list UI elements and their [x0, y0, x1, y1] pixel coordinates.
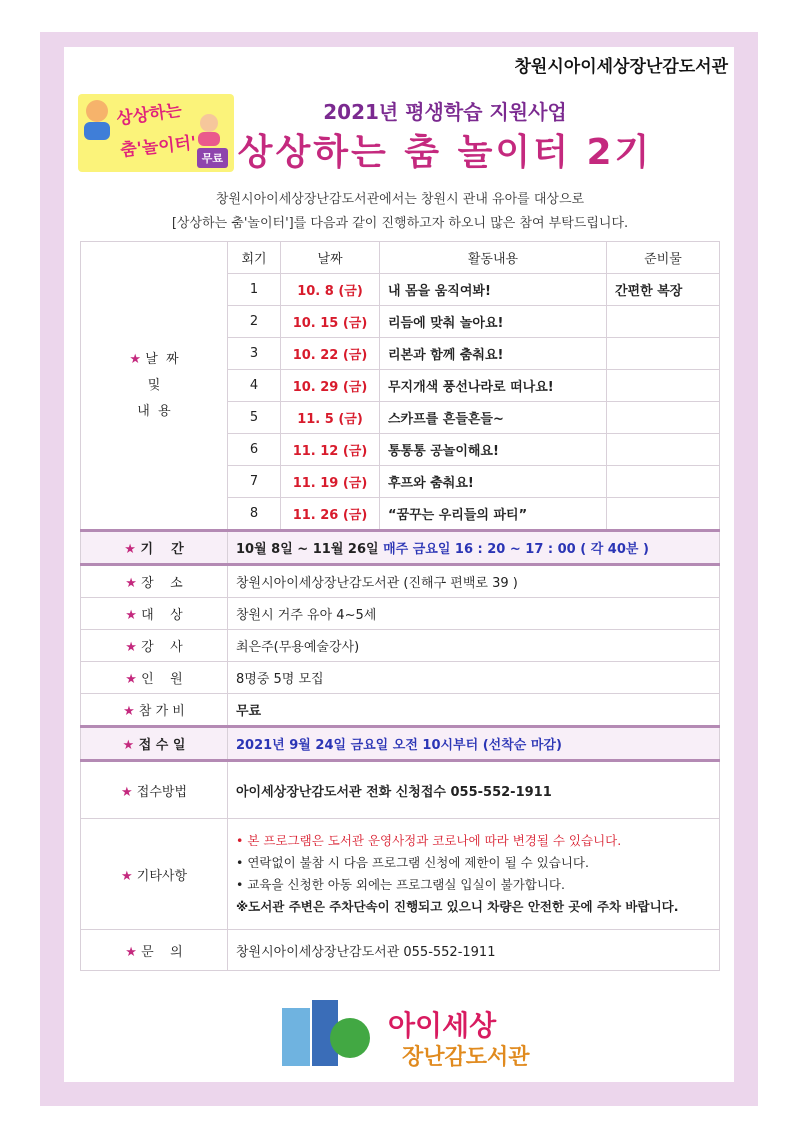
session-prep	[607, 370, 720, 402]
fee-value: 무료	[228, 694, 720, 727]
contact-label-cell	[81, 930, 228, 971]
program-subtitle: 2021년 평생학습 지원사업	[323, 100, 567, 124]
logo-text-line1: 아이세상	[388, 1009, 497, 1042]
place-label-cell	[81, 565, 228, 598]
session-activity: 리본과 함께 춤춰요!	[380, 338, 607, 370]
star-icon: ★	[124, 542, 136, 557]
header-activity: 활동내용	[380, 242, 607, 274]
session-activity: 통통통 공놀이해요!	[380, 434, 607, 466]
instructor-label-cell	[81, 630, 228, 662]
period-value	[228, 531, 720, 565]
notes-label: 기타사항	[136, 868, 188, 884]
session-date: 11. 19 (금)	[281, 466, 380, 498]
session-no: 5	[228, 402, 281, 434]
header-date: 날짜	[281, 242, 380, 274]
schedule-label-line2: 및	[147, 377, 161, 393]
intro-line: [상상하는 춤'놀이터']를 다음과 같이 진행하고자 하오니 많은 참여 부탁드립니다.	[171, 216, 629, 231]
schedule-header-row	[81, 242, 720, 274]
star-icon: ★	[125, 944, 137, 960]
notes-row	[81, 819, 720, 930]
note-item: ※도서관 주변은 주차단속이 진행되고 있으니 차량은 안전한 곳에 주차 바랍니다.	[236, 899, 679, 914]
session-no: 6	[228, 434, 281, 466]
session-prep	[607, 338, 720, 370]
note-item: • 교육을 신청한 아동 외에는 프로그램실 입실이 불가합니다.	[236, 877, 565, 892]
target-row	[81, 598, 720, 630]
registration-value: 2021년 9월 24일 금요일 오전 10시부터 (선착순 마감)	[228, 727, 720, 761]
method-row	[81, 761, 720, 819]
session-activity: 후프와 춤춰요!	[380, 466, 607, 498]
session-activity: 무지개색 풍선나라로 떠나요!	[380, 370, 607, 402]
badge-line1: 상상하는	[115, 100, 184, 130]
session-prep	[607, 466, 720, 498]
place-label: 장 소	[141, 576, 183, 591]
star-icon: ★	[125, 576, 137, 591]
notes-value	[228, 819, 720, 930]
intro-text	[80, 188, 720, 236]
period-date: 10월 8일 ~ 11월 26일	[236, 542, 379, 557]
place-value: 창원시아이세상장난감도서관 (진해구 편백로 39 )	[228, 565, 720, 598]
method-label-cell	[81, 761, 228, 819]
library-logo	[282, 1000, 562, 1072]
building-icon	[282, 1008, 310, 1066]
star-icon: ★	[125, 672, 137, 687]
method-label: 접수방법	[136, 784, 188, 800]
capacity-label: 인 원	[141, 672, 183, 687]
session-date: 10. 8 (금)	[281, 274, 380, 306]
session-prep	[607, 434, 720, 466]
target-label: 대 상	[141, 608, 183, 623]
session-no: 7	[228, 466, 281, 498]
session-no: 4	[228, 370, 281, 402]
star-icon: ★	[123, 704, 135, 719]
schedule-label-line3: 내 용	[137, 403, 171, 419]
intro-line: 창원시아이세상장난감도서관에서는 창원시 관내 유아를 대상으로	[215, 192, 585, 207]
capacity-row	[81, 662, 720, 694]
session-prep	[607, 498, 720, 531]
star-icon: ★	[125, 608, 137, 623]
instructor-label: 강 사	[141, 640, 183, 655]
session-activity: 리듬에 맞춰 놀아요!	[380, 306, 607, 338]
program-title: 상상하는 춤 놀이터 2기	[237, 132, 653, 173]
period-label: 기 간	[140, 542, 184, 557]
session-date: 10. 29 (금)	[281, 370, 380, 402]
organization-name: 창원시아이세상장난감도서관	[514, 57, 728, 77]
capacity-value: 8명중 5명 모집	[228, 662, 720, 694]
session-prep: 간편한 복장	[607, 274, 720, 306]
registration-label: 접 수 일	[138, 738, 186, 753]
free-tag: 무료	[197, 148, 228, 168]
target-value: 창원시 거주 유아 4~5세	[228, 598, 720, 630]
session-no: 1	[228, 274, 281, 306]
target-label-cell	[81, 598, 228, 630]
session-prep	[607, 306, 720, 338]
period-label-cell	[81, 531, 228, 565]
period-row	[81, 531, 720, 565]
star-icon: ★	[129, 351, 142, 367]
session-date: 10. 15 (금)	[281, 306, 380, 338]
schedule-label-cell	[81, 242, 228, 531]
header-prep: 준비물	[607, 242, 720, 274]
star-icon: ★	[120, 784, 133, 800]
note-item: • 본 프로그램은 도서관 운영사정과 코로나에 따라 변경될 수 있습니다.	[236, 833, 622, 848]
session-date: 11. 12 (금)	[281, 434, 380, 466]
method-value: 아이세상장난감도서관 전화 신청접수 055-552-1911	[228, 761, 720, 819]
contact-row	[81, 930, 720, 971]
session-prep	[607, 402, 720, 434]
session-activity: 스카프를 흔들흔들~	[380, 402, 607, 434]
instructor-value: 최은주(무용예술강사)	[228, 630, 720, 662]
session-activity: 내 몸을 움직여봐!	[380, 274, 607, 306]
instructor-row	[81, 630, 720, 662]
fee-label-cell	[81, 694, 228, 727]
contact-label: 문 의	[141, 944, 183, 960]
session-date: 11. 5 (금)	[281, 402, 380, 434]
star-icon: ★	[122, 738, 135, 753]
period-time: 매주 금요일 16 : 20 ~ 17 : 00 ( 각 40분 )	[383, 542, 649, 557]
star-icon: ★	[120, 868, 133, 884]
fee-label: 참 가 비	[138, 704, 185, 719]
registration-row	[81, 727, 720, 761]
session-no: 3	[228, 338, 281, 370]
session-no: 8	[228, 498, 281, 531]
capacity-label-cell	[81, 662, 228, 694]
badge-line2: 춤'놀이터'	[119, 133, 198, 161]
schedule-label-line1: 날 짜	[145, 351, 179, 367]
session-no: 2	[228, 306, 281, 338]
notes-label-cell	[81, 819, 228, 930]
session-activity: “꿈꾸는 우리들의 파티”	[380, 498, 607, 531]
mascot-icon	[330, 1018, 370, 1058]
program-info-table	[80, 241, 720, 971]
header-no: 회기	[228, 242, 281, 274]
logo-text-line2: 장난감도서관	[402, 1045, 530, 1070]
star-icon: ★	[125, 640, 137, 655]
session-date: 10. 22 (금)	[281, 338, 380, 370]
place-row	[81, 565, 720, 598]
registration-label-cell	[81, 727, 228, 761]
note-item: • 연락없이 불참 시 다음 프로그램 신청에 제한이 될 수 있습니다.	[236, 855, 589, 870]
session-date: 11. 26 (금)	[281, 498, 380, 531]
fee-row	[81, 694, 720, 727]
contact-value: 창원시아이세상장난감도서관 055-552-1911	[228, 930, 720, 971]
